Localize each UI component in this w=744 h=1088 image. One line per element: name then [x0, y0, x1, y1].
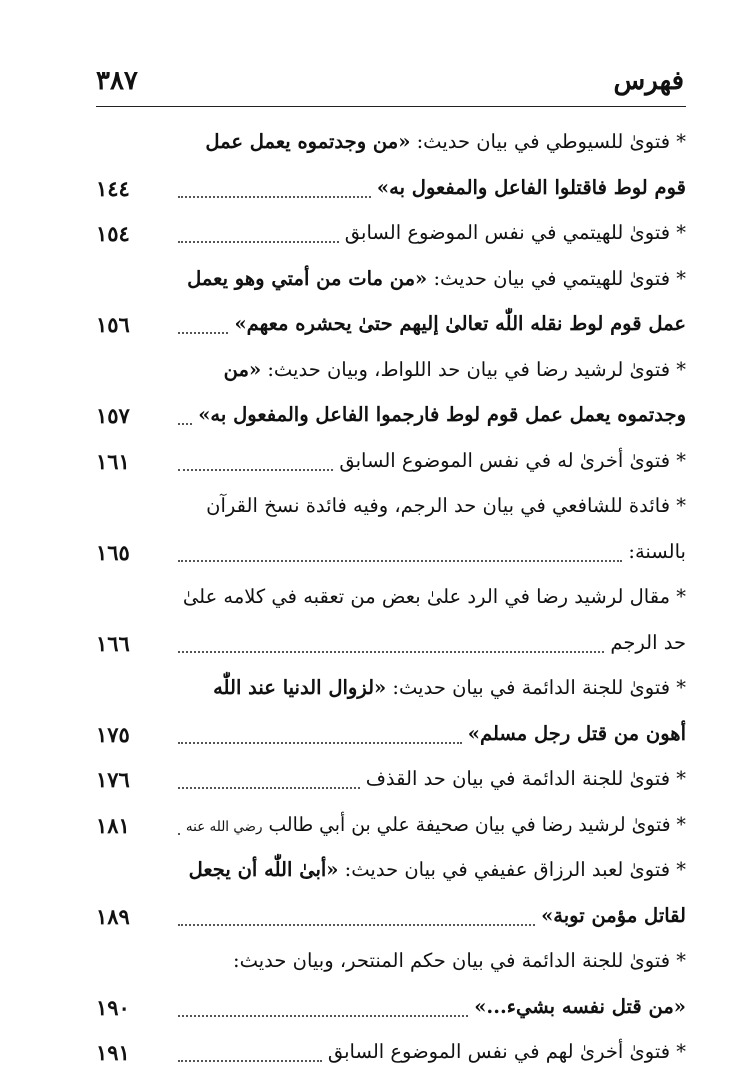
toc-line — [96, 261, 686, 307]
header-rule — [96, 106, 686, 107]
toc-line — [96, 352, 686, 398]
entry-hadith-quote: «لزوال الدنيا عند اللّٰه — [213, 676, 387, 699]
page-header — [96, 66, 684, 100]
toc-entry-text — [366, 767, 686, 790]
toc-entry-text — [610, 631, 686, 654]
entry-plain-text: * فتوىٰ للهيتمي في نفس الموضوع السابق — [344, 221, 686, 244]
entry-hadith-quote: أهون من قتل رجل مسلم» — [467, 721, 686, 745]
toc-list — [96, 124, 686, 1080]
dot-leader — [178, 651, 604, 653]
entry-plain-text: * فتوىٰ أخرىٰ له في نفس الموضوع السابق — [339, 448, 686, 472]
toc-entry-text — [198, 403, 686, 426]
dot-leader — [178, 332, 228, 334]
entry-page-number: ١٦٦ — [96, 630, 130, 656]
toc-entry-text — [224, 358, 686, 381]
toc-entry-text — [206, 494, 686, 517]
entry-plain-text: بالسنة: — [628, 539, 686, 563]
page-title: فهرس — [613, 66, 684, 96]
toc-line — [96, 534, 686, 580]
entry-page-number: ١٦٥ — [96, 539, 130, 565]
entry-hadith-quote: قوم لوط فاقتلوا الفاعل والمفعول به» — [376, 175, 686, 199]
entry-hadith-quote: «من مات من أمتي وهو يعمل — [187, 266, 428, 290]
entry-plain-text: * فتوىٰ لرشيد رضا في بيان حد اللواط، وبيان حديث: — [261, 357, 686, 381]
dot-leader — [178, 560, 622, 562]
entry-hadith-quote: «أبىٰ اللّٰه أن يجعل — [188, 858, 339, 881]
toc-line — [96, 670, 686, 716]
entry-plain-text: * مقال لرشيد رضا في الرد علىٰ بعض من تعقبه في كلامه علىٰ — [182, 585, 686, 608]
toc-line — [96, 488, 686, 534]
toc-line — [96, 443, 686, 489]
toc-entry-text — [234, 312, 686, 335]
dot-leader — [178, 1060, 322, 1062]
entry-hadith-quote: «من وجدتموه يعمل عمل — [205, 130, 411, 153]
entry-plain-text: * فتوىٰ لعبد الرزاق عفيفي في بيان حديث: — [338, 858, 686, 881]
entry-page-number: ١٩٠ — [96, 994, 130, 1020]
toc-entry-text — [541, 904, 686, 927]
entry-page-number: ١٨٩ — [96, 903, 130, 929]
toc-line — [96, 1034, 686, 1080]
toc-line — [96, 807, 686, 853]
toc-line — [96, 306, 686, 352]
entry-hadith-quote: لقاتل مؤمن توبة» — [541, 903, 686, 927]
toc-line — [96, 716, 686, 762]
entry-hadith-quote: وجدتموه يعمل عمل قوم لوط فارجموا الفاعل والمفعول به» — [198, 403, 686, 426]
dot-leader — [178, 787, 360, 789]
entry-plain-text: * فتوىٰ للجنة الدائمة في بيان حد القذف — [365, 767, 686, 790]
entry-page-number: ١٥٧ — [96, 403, 130, 428]
toc-entry-text — [339, 449, 686, 472]
toc-entry-text — [183, 585, 686, 608]
entry-page-number: ١٥٦ — [96, 312, 130, 337]
entry-page-number: ١٩١ — [96, 1040, 130, 1065]
entry-page-number: ١٧٥ — [96, 721, 130, 747]
entry-plain-text: * فتوىٰ أخرىٰ لهم في نفس الموضوع السابق — [327, 1040, 686, 1063]
entry-plain-text: * فتوىٰ للهيتمي في بيان حديث: — [427, 266, 686, 290]
toc-entry-text — [377, 176, 686, 199]
toc-entry-text — [233, 949, 686, 972]
dot-leader — [178, 1015, 468, 1017]
toc-entry-text — [189, 858, 686, 881]
honorific-text: رضي الله عنه — [186, 818, 263, 835]
dot-leader — [178, 924, 535, 926]
entry-hadith-quote: «من قتل نفسه بشيء...» — [474, 994, 686, 1018]
entry-page-number: ١٧٦ — [96, 767, 130, 792]
entry-page-number: ١٥٤ — [96, 221, 130, 246]
toc-entry-text — [468, 722, 686, 745]
toc-line — [96, 852, 686, 898]
dot-leader — [178, 469, 333, 471]
entry-plain-text: * فتوىٰ للجنة الدائمة في بيان حديث: — [386, 676, 686, 699]
toc-line — [96, 579, 686, 625]
entry-hadith-quote: عمل قوم لوط نقله اللّٰه تعالىٰ إليهم حتىٰ يحشره معهم» — [234, 312, 686, 335]
dot-leader — [178, 423, 192, 425]
dot-leader — [178, 241, 339, 243]
entry-plain-text: * فائدة للشافعي في بيان حد الرجم، وفيه فائدة نسخ القرآن — [206, 494, 686, 517]
toc-line — [96, 170, 686, 216]
toc-entry-text — [328, 1040, 686, 1063]
entry-page-number: ١٤٤ — [96, 175, 130, 201]
toc-entry-text — [186, 813, 686, 836]
entry-page-number: ١٦١ — [96, 448, 130, 474]
entry-hadith-quote: «من — [223, 357, 262, 381]
toc-entry-text — [628, 540, 686, 563]
toc-line — [96, 943, 686, 989]
page-number: ٣٨٧ — [96, 66, 138, 96]
entry-page-number: ١٨١ — [96, 812, 130, 838]
toc-line — [96, 215, 686, 261]
dot-leader — [178, 833, 180, 835]
toc-entry-text — [474, 995, 686, 1018]
toc-line — [96, 761, 686, 807]
toc-entry-text — [187, 267, 686, 290]
toc-entry-text — [205, 130, 686, 153]
entry-plain-text: * فتوىٰ للجنة الدائمة في بيان حكم المنتحر، وبيان حديث: — [233, 949, 686, 972]
entry-plain-text: * فتوىٰ لرشيد رضا في بيان صحيفة علي بن أبي طالب — [262, 812, 686, 836]
toc-line — [96, 898, 686, 944]
toc-entry-text — [213, 676, 686, 699]
dot-leader — [178, 196, 371, 198]
toc-line — [96, 397, 686, 443]
entry-plain-text: حد الرجم — [610, 630, 686, 654]
toc-entry-text — [345, 221, 686, 244]
toc-line — [96, 625, 686, 671]
toc-line — [96, 989, 686, 1035]
dot-leader — [178, 742, 462, 744]
entry-plain-text: * فتوىٰ للسيوطي في بيان حديث: — [410, 130, 686, 153]
toc-line — [96, 124, 686, 170]
